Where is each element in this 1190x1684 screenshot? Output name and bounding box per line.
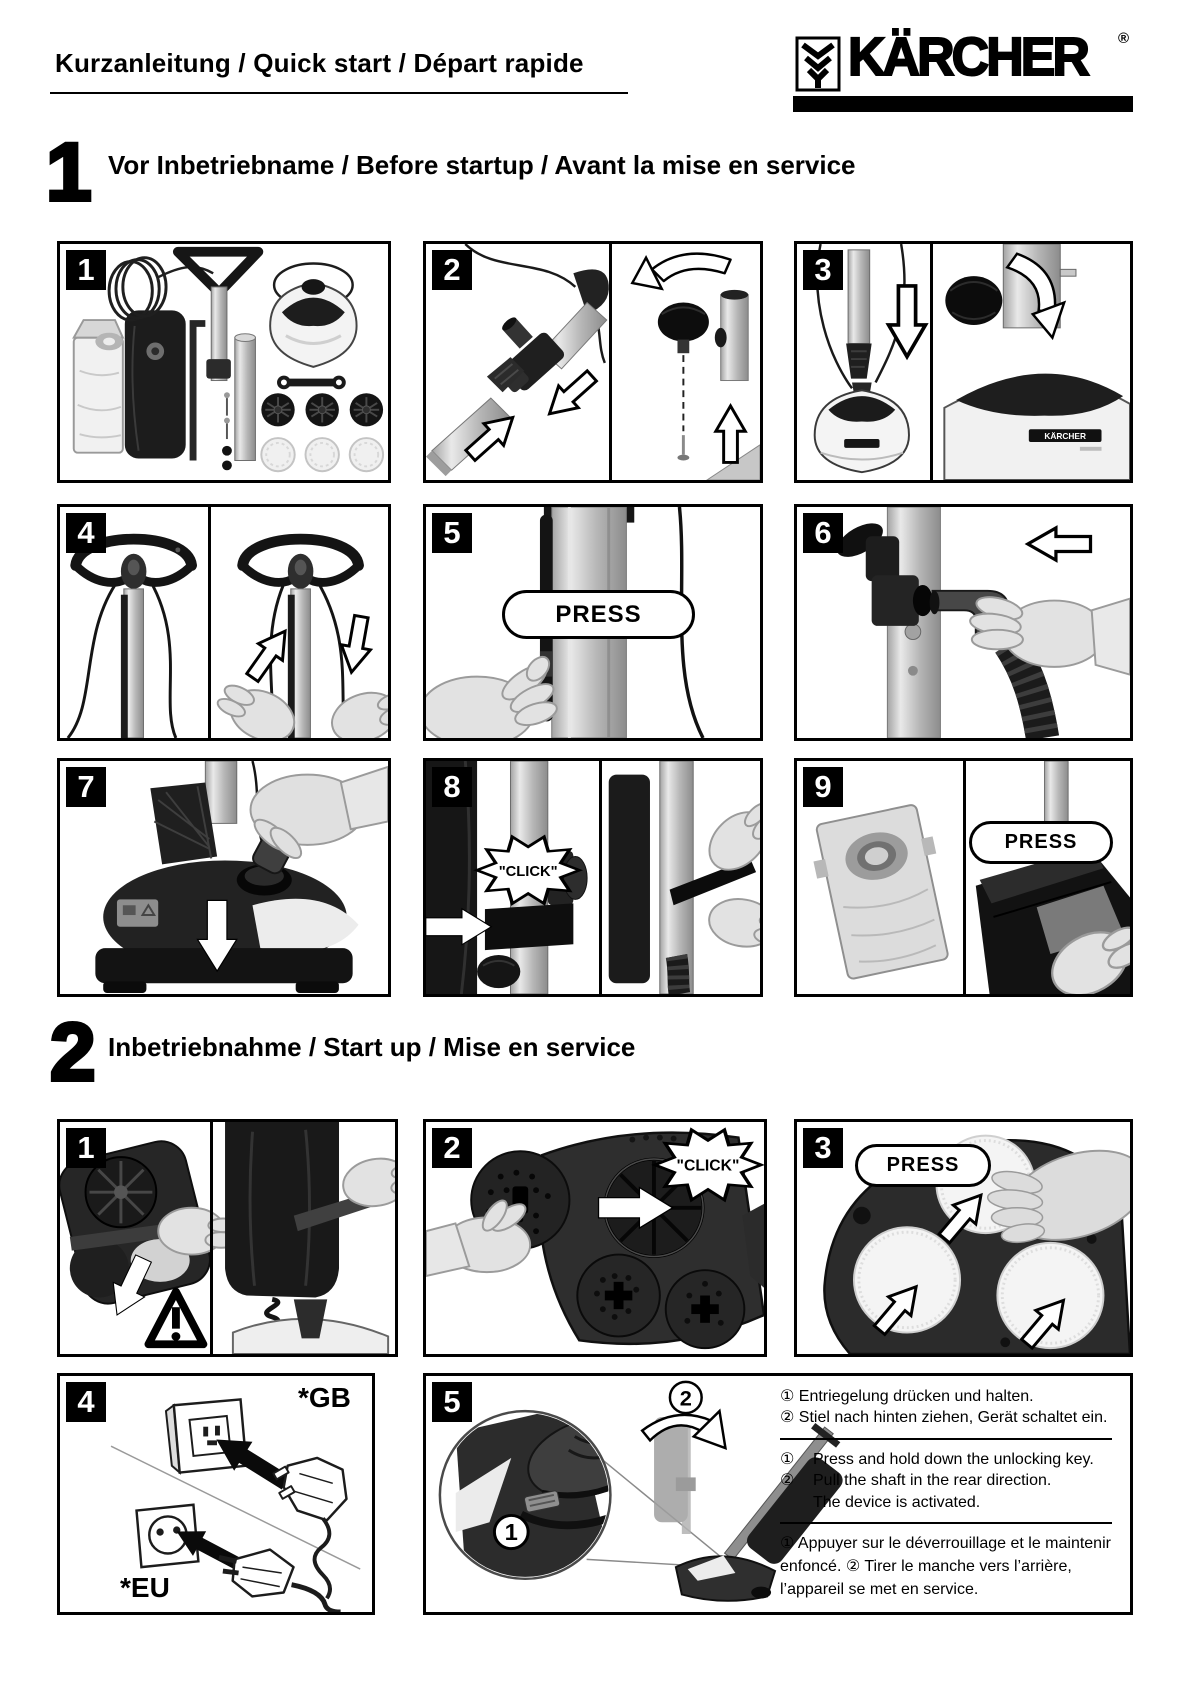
wrench-icon — [277, 376, 346, 390]
step-badge: 6 — [803, 513, 843, 553]
step-badge: 5 — [432, 1382, 472, 1422]
hand-icon — [325, 680, 388, 738]
panel-s1-9 — [794, 758, 1133, 997]
insert-left-arrow-icon — [1028, 528, 1091, 560]
sub-frame-divider — [963, 761, 966, 994]
panel-s1-8 — [423, 758, 763, 997]
step-badge: 7 — [66, 767, 106, 807]
step-badge: 4 — [66, 1382, 106, 1422]
brush-click-illustration — [426, 1122, 764, 1354]
panel-s1-2 — [423, 241, 763, 483]
brand-underline-bar — [793, 96, 1133, 112]
underside-strap-illustration — [60, 1122, 395, 1354]
section1-number: 1 — [46, 127, 92, 218]
instruction-en-1: Press and hold down the unlocking key. — [813, 1450, 1094, 1468]
gb-label: *GB — [298, 1382, 351, 1413]
panel-s1-1 — [57, 241, 391, 483]
press-label: PRESS — [855, 1144, 991, 1187]
eu-plug-icon — [233, 1550, 294, 1597]
step-badge: 2 — [432, 1128, 472, 1168]
step-badge: 2 — [432, 250, 472, 290]
press-label: PRESS — [969, 821, 1113, 864]
shaft-into-base-illustration — [797, 244, 1130, 480]
instruction-en-1-num: ① — [780, 1450, 795, 1468]
step-badge: 5 — [432, 513, 472, 553]
panel-s1-3 — [794, 241, 1133, 483]
hand-icon — [705, 894, 760, 954]
panel-s1-7 — [57, 758, 391, 997]
language-divider — [780, 1438, 1112, 1440]
page-title: Kurzanleitung / Quick start / Départ rapide — [55, 48, 584, 78]
step-badge: 8 — [432, 767, 472, 807]
startup-instructions — [778, 1376, 1130, 1612]
press-label: PRESS — [502, 590, 695, 639]
karcher-tree-icon — [795, 36, 841, 92]
eu-label: *EU — [120, 1572, 170, 1603]
step-badge: 1 — [66, 250, 106, 290]
brand-logo: KÄRCHER — [848, 27, 1088, 87]
panel-s2-4 — [57, 1373, 375, 1615]
registered-mark: ® — [1118, 30, 1130, 47]
panel-s2-1 — [57, 1119, 398, 1357]
step1-label: 1 — [504, 1520, 518, 1546]
panel-s1-4 — [57, 504, 391, 741]
handle-cable-illustration — [60, 507, 388, 738]
instruction-de-2: ② Stiel nach hinten ziehen, Gerät schaltet ein. — [780, 1409, 1108, 1427]
panel-s1-6 — [794, 504, 1133, 741]
instruction-de-1: ① Entriegelung drücken und halten. — [780, 1388, 1034, 1405]
warning-triangle-icon — [148, 1292, 203, 1345]
sub-frame-divider — [208, 507, 211, 738]
panel-s2-3 — [794, 1119, 1133, 1357]
sub-frame-divider — [609, 244, 612, 480]
section2-number: 2 — [50, 1007, 96, 1098]
step2-label: 2 — [679, 1385, 692, 1411]
sub-frame-divider — [210, 1122, 213, 1354]
language-divider — [780, 1522, 1112, 1524]
hose-attach-illustration — [797, 507, 1130, 738]
step-badge: 4 — [66, 513, 106, 553]
rotate-arrow-icon — [652, 254, 731, 281]
instruction-fr: ① Appuyer sur le déverrouillage et le maintenir enfoncé. ② Tirer le manche vers l’arrière, l’appareil se met en service. — [780, 1535, 1111, 1598]
sub-frame-divider — [930, 244, 933, 480]
sub-frame-divider — [599, 761, 602, 994]
gb-plug-icon — [273, 1458, 346, 1520]
base-brand-label: KÄRCHER — [1044, 431, 1086, 442]
instruction-en-2: Pull the shaft in the rear direction. — [813, 1472, 1052, 1490]
section1-title: Vor Inbetriebname / Before startup / Avant la mise en service — [108, 150, 856, 180]
hose-into-base-illustration — [60, 761, 388, 994]
step-badge: 3 — [803, 250, 843, 290]
insert-down-arrow-icon — [889, 286, 926, 357]
screw-up-arrow-icon — [716, 406, 745, 463]
shaft-assembly-illustration — [426, 244, 760, 480]
instruction-en-2-num: ② — [780, 1472, 795, 1490]
brush-discs — [261, 393, 383, 426]
instruction-en-3: The device is activated. — [813, 1493, 981, 1511]
step-badge: 9 — [803, 767, 843, 807]
panel-s2-2 — [423, 1119, 767, 1357]
step-badge: 3 — [803, 1128, 843, 1168]
title-underline — [50, 92, 628, 94]
panel-s2-5 — [423, 1373, 1133, 1615]
click-label: "CLICK" — [676, 1157, 740, 1175]
click-label: "CLICK" — [498, 864, 558, 881]
step-badge: 1 — [66, 1128, 106, 1168]
push-arrow-icon — [540, 365, 602, 425]
parts-overview-illustration — [60, 244, 388, 480]
strap-click-illustration — [426, 761, 760, 994]
section2-title: Inbetriebnahme / Start up / Mise en service — [108, 1032, 636, 1062]
panel-s1-5 — [423, 504, 763, 741]
